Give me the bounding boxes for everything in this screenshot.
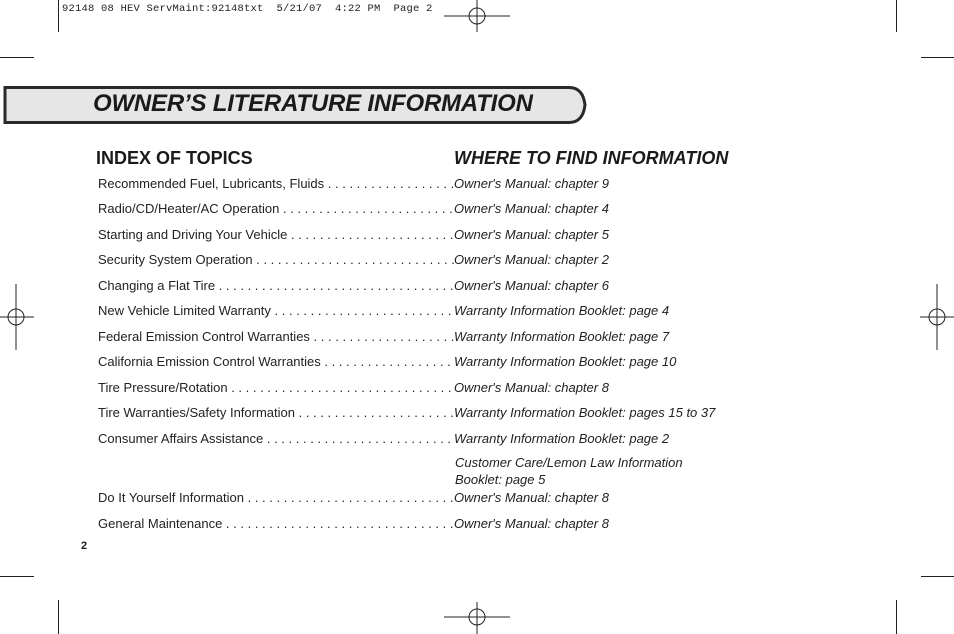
crop-mark [58, 600, 59, 634]
topic-label: Tire Pressure/Rotation . . . [98, 380, 454, 395]
list-item [98, 227, 738, 245]
consumer-affairs-extra-reference [455, 454, 715, 488]
topic-label: Radio/CD/Heater/AC Operation . . . [98, 201, 454, 216]
topic-label: General Maintenance . . . [98, 516, 454, 531]
topic-label: Do It Yourself Information . . . [98, 490, 454, 505]
crop-mark [58, 0, 59, 32]
list-item [98, 201, 738, 219]
list-item [98, 176, 738, 194]
registration-mark-icon [444, 602, 510, 634]
list-item [98, 405, 738, 423]
printer-slug: 92148 08 HEV ServMaint:92148txt 5/21/07 4:22 PM Page 2 [62, 3, 433, 15]
crop-mark [0, 57, 34, 58]
where-reference: Owner's Manual: chapter 8 [454, 516, 609, 531]
extra-reference-line: Customer Care/Lemon Law Information [455, 455, 683, 470]
where-reference: Warranty Information Booklet: page 7 [454, 329, 670, 344]
list-item [98, 252, 738, 270]
topic-label: California Emission Control Warranties . . . [98, 354, 454, 369]
registration-mark-icon [0, 284, 34, 350]
where-reference: Owner's Manual: chapter 6 [454, 278, 609, 293]
where-reference: Owner's Manual: chapter 2 [454, 252, 609, 267]
crop-mark [921, 57, 954, 58]
list-item [98, 516, 738, 534]
list-item [98, 431, 738, 449]
topic-label: Recommended Fuel, Lubricants, Fluids . . . [98, 176, 454, 191]
list-item [98, 490, 738, 508]
topic-label: Security System Operation . . . [98, 252, 454, 267]
list-item [98, 329, 738, 347]
topic-label: Starting and Driving Your Vehicle . . . [98, 227, 454, 242]
where-reference: Warranty Information Booklet: page 2 [454, 431, 670, 446]
where-reference: Owner's Manual: chapter 9 [454, 176, 609, 191]
where-reference: Owner's Manual: chapter 8 [454, 490, 609, 505]
registration-mark-icon [920, 284, 954, 350]
index-of-topics-heading: INDEX OF TOPICS [96, 148, 253, 168]
topic-label: Federal Emission Control Warranties . . . [98, 329, 454, 344]
page-number: 2 [81, 540, 88, 552]
where-reference: Warranty Information Booklet: page 10 [454, 354, 677, 369]
where-reference: Warranty Information Booklet: pages 15 to 37 [454, 405, 716, 420]
where-reference: Owner's Manual: chapter 4 [454, 201, 609, 216]
extra-reference-line: Booklet: page 5 [455, 472, 546, 487]
list-item [98, 278, 738, 296]
where-to-find-heading: WHERE TO FIND INFORMATION [454, 148, 729, 168]
page-title: OWNER’S LITERATURE INFORMATION [93, 90, 533, 117]
crop-mark [896, 0, 897, 32]
topic-label: Consumer Affairs Assistance . . . [98, 431, 454, 446]
crop-mark [921, 576, 954, 577]
list-item [98, 303, 738, 321]
registration-mark-icon [444, 0, 510, 32]
list-item [98, 354, 738, 372]
list-item [98, 380, 738, 398]
where-reference: Warranty Information Booklet: page 4 [454, 303, 670, 318]
where-reference: Owner's Manual: chapter 8 [454, 380, 609, 395]
topic-label: New Vehicle Limited Warranty . . . [98, 303, 454, 318]
topic-label: Tire Warranties/Safety Information . . . [98, 405, 454, 420]
where-reference: Owner's Manual: chapter 5 [454, 227, 609, 242]
crop-mark [0, 576, 34, 577]
crop-mark [896, 600, 897, 634]
topic-label: Changing a Flat Tire . . . [98, 278, 454, 293]
